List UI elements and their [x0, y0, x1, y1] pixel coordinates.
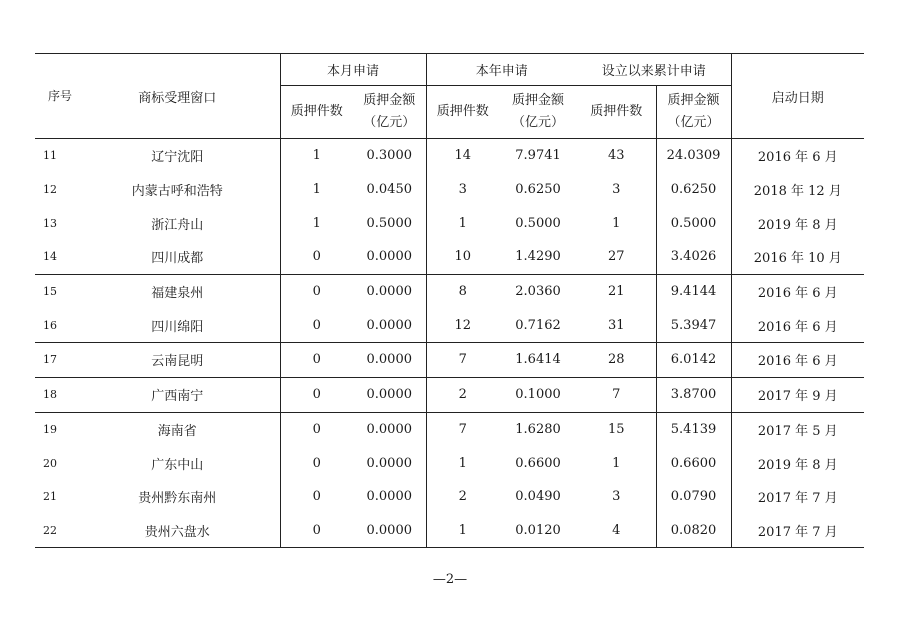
cell-month-count: 0 — [280, 343, 353, 378]
table-row — [35, 206, 864, 240]
cell-month-count: 0 — [280, 480, 353, 514]
cell-year-amount: 0.1000 — [515, 387, 561, 403]
cell-window: 四川成都 — [151, 251, 204, 267]
cell-month-amount: 0.0000 — [366, 387, 412, 403]
cell-month-count: 0 — [280, 308, 353, 342]
header-seq — [35, 54, 75, 139]
header-year-count: 质押件数 — [426, 86, 499, 139]
cell-window: 贵州六盘水 — [144, 524, 210, 540]
cell-seq: 13 — [43, 216, 57, 230]
cell-start-date: 2017 年 7 月 — [731, 514, 864, 548]
header-month-group: 本月申请 — [280, 54, 426, 86]
cell-total-count: 27 — [608, 249, 625, 265]
cell-window: 辽宁沈阳 — [151, 150, 204, 166]
cell-month-amount: 0.0000 — [366, 317, 412, 333]
cell-total-amount: 0.0790 — [656, 480, 731, 514]
cell-total-amount: 3.8700 — [656, 377, 731, 412]
cell-month-count: 0 — [280, 240, 353, 274]
cell-start-date: 2016 年 6 月 — [731, 308, 864, 342]
cell-seq: 16 — [43, 318, 57, 332]
cell-year-amount: 0.7162 — [515, 317, 561, 333]
table-row — [35, 274, 864, 308]
header-seq-label: 序号 — [48, 89, 73, 103]
cell-year-amount: 2.0360 — [515, 284, 561, 300]
cell-total-amount: 6.0142 — [656, 343, 731, 378]
cell-month-amount: 0.0000 — [366, 249, 412, 265]
cell-window: 广东中山 — [151, 457, 204, 473]
cell-total-count: 7 — [612, 387, 621, 403]
cell-year-count: 7 — [426, 412, 499, 446]
cell-seq: 18 — [43, 388, 57, 402]
header-year-group: 本年申请 — [426, 54, 577, 86]
cell-month-amount: 0.0000 — [366, 522, 412, 538]
cell-total-count: 43 — [608, 148, 625, 164]
cell-month-count: 1 — [280, 139, 353, 173]
header-month-amount — [353, 86, 426, 139]
cell-seq: 17 — [43, 353, 57, 367]
cell-month-count: 0 — [280, 514, 353, 548]
header-month-count: 质押件数 — [280, 86, 353, 139]
cell-year-amount: 0.6600 — [515, 455, 561, 471]
cell-total-amount: 9.4144 — [656, 274, 731, 308]
pledge-statistics-table — [35, 53, 864, 548]
cell-month-amount: 0.0450 — [366, 182, 412, 198]
cell-seq: 19 — [43, 422, 57, 436]
header-year-amount — [499, 86, 577, 139]
cell-total-amount: 0.6250 — [656, 173, 731, 207]
cell-month-count: 0 — [280, 446, 353, 480]
cell-start-date: 2017 年 5 月 — [731, 412, 864, 446]
cell-start-date: 2019 年 8 月 — [731, 206, 864, 240]
cell-year-count: 1 — [426, 446, 499, 480]
table-row — [35, 514, 864, 548]
cell-total-count: 28 — [608, 352, 625, 368]
cell-seq: 14 — [43, 250, 57, 264]
cell-total-count: 3 — [612, 489, 621, 505]
cell-window: 海南省 — [157, 423, 197, 439]
table-body — [35, 139, 864, 548]
cell-start-date: 2017 年 7 月 — [731, 480, 864, 514]
cell-total-amount: 0.5000 — [656, 206, 731, 240]
cell-total-amount: 24.0309 — [656, 139, 731, 173]
cell-year-count: 1 — [426, 514, 499, 548]
cell-year-count: 1 — [426, 206, 499, 240]
cell-total-count: 31 — [608, 317, 625, 333]
cell-year-amount: 1.6414 — [515, 352, 561, 368]
header-total-group: 设立以来累计申请 — [577, 54, 731, 86]
cell-total-amount: 0.6600 — [656, 446, 731, 480]
cell-start-date: 2016 年 10 月 — [731, 240, 864, 274]
cell-seq: 12 — [43, 183, 57, 197]
cell-month-amount: 0.0000 — [366, 352, 412, 368]
cell-start-date: 2016 年 6 月 — [731, 274, 864, 308]
header-year-amount-line1: 质押金额 — [512, 93, 565, 108]
cell-total-amount: 0.0820 — [656, 514, 731, 548]
header-month-amount-line2: （亿元） — [363, 115, 416, 130]
cell-total-count: 1 — [612, 455, 621, 471]
page-number: —2— — [432, 572, 468, 587]
cell-year-amount: 7.9741 — [515, 148, 561, 164]
cell-year-count: 7 — [426, 343, 499, 378]
cell-month-amount: 0.5000 — [366, 215, 412, 231]
cell-total-amount: 5.3947 — [656, 308, 731, 342]
cell-month-count: 0 — [280, 412, 353, 446]
table-row — [35, 240, 864, 274]
header-total-amount — [656, 86, 731, 139]
cell-month-amount: 0.3000 — [366, 148, 412, 164]
cell-year-count: 3 — [426, 173, 499, 207]
header-month-amount-line1: 质押金额 — [363, 93, 416, 108]
cell-start-date: 2018 年 12 月 — [731, 173, 864, 207]
cell-year-count: 14 — [426, 139, 499, 173]
cell-year-count: 2 — [426, 480, 499, 514]
cell-window: 福建泉州 — [151, 286, 204, 302]
cell-year-amount: 0.5000 — [515, 215, 561, 231]
cell-seq: 22 — [43, 523, 57, 537]
cell-window: 浙江舟山 — [151, 217, 204, 233]
cell-month-count: 1 — [280, 206, 353, 240]
table-row — [35, 412, 864, 446]
cell-start-date: 2016 年 6 月 — [731, 343, 864, 378]
table-row — [35, 377, 864, 412]
cell-window: 四川绵阳 — [151, 319, 204, 335]
header-year-amount-line2: （亿元） — [512, 115, 565, 130]
cell-month-count: 0 — [280, 377, 353, 412]
cell-year-count: 10 — [426, 240, 499, 274]
cell-month-count: 1 — [280, 173, 353, 207]
cell-year-count: 12 — [426, 308, 499, 342]
header-total-amount-line2: （亿元） — [667, 115, 720, 130]
header-total-amount-line1: 质押金额 — [667, 93, 720, 108]
table-row — [35, 480, 864, 514]
cell-start-date: 2019 年 8 月 — [731, 446, 864, 480]
cell-seq: 20 — [43, 456, 57, 470]
cell-total-amount: 3.4026 — [656, 240, 731, 274]
cell-year-amount: 0.0120 — [515, 522, 561, 538]
cell-total-count: 4 — [612, 522, 621, 538]
cell-year-amount: 0.0490 — [515, 489, 561, 505]
table-row — [35, 343, 864, 378]
cell-year-amount: 0.6250 — [515, 182, 561, 198]
table-row — [35, 308, 864, 342]
header-start-date: 启动日期 — [731, 54, 864, 139]
cell-total-count: 15 — [608, 421, 625, 437]
cell-total-amount: 5.4139 — [656, 412, 731, 446]
cell-year-count: 8 — [426, 274, 499, 308]
cell-month-amount: 0.0000 — [366, 421, 412, 437]
cell-month-amount: 0.0000 — [366, 489, 412, 505]
cell-seq: 21 — [43, 490, 57, 504]
cell-seq: 11 — [43, 149, 57, 163]
cell-total-count: 21 — [608, 284, 625, 300]
cell-total-count: 1 — [612, 215, 621, 231]
cell-total-count: 3 — [612, 182, 621, 198]
table-row — [35, 139, 864, 173]
cell-month-count: 0 — [280, 274, 353, 308]
cell-start-date: 2016 年 6 月 — [731, 139, 864, 173]
cell-window: 贵州黔东南州 — [138, 491, 217, 507]
cell-year-amount: 1.6280 — [515, 421, 561, 437]
cell-seq: 15 — [43, 285, 57, 299]
cell-window: 广西南宁 — [151, 389, 204, 405]
table-row — [35, 446, 864, 480]
header-window: 商标受理窗口 — [138, 90, 217, 106]
cell-month-amount: 0.0000 — [366, 284, 412, 300]
cell-window: 云南昆明 — [151, 354, 204, 370]
cell-year-amount: 1.4290 — [515, 249, 561, 265]
header-total-count: 质押件数 — [590, 104, 643, 119]
cell-year-count: 2 — [426, 377, 499, 412]
table-row — [35, 173, 864, 207]
cell-month-amount: 0.0000 — [366, 455, 412, 471]
cell-start-date: 2017 年 9 月 — [731, 377, 864, 412]
cell-window: 内蒙古呼和浩特 — [131, 184, 223, 200]
